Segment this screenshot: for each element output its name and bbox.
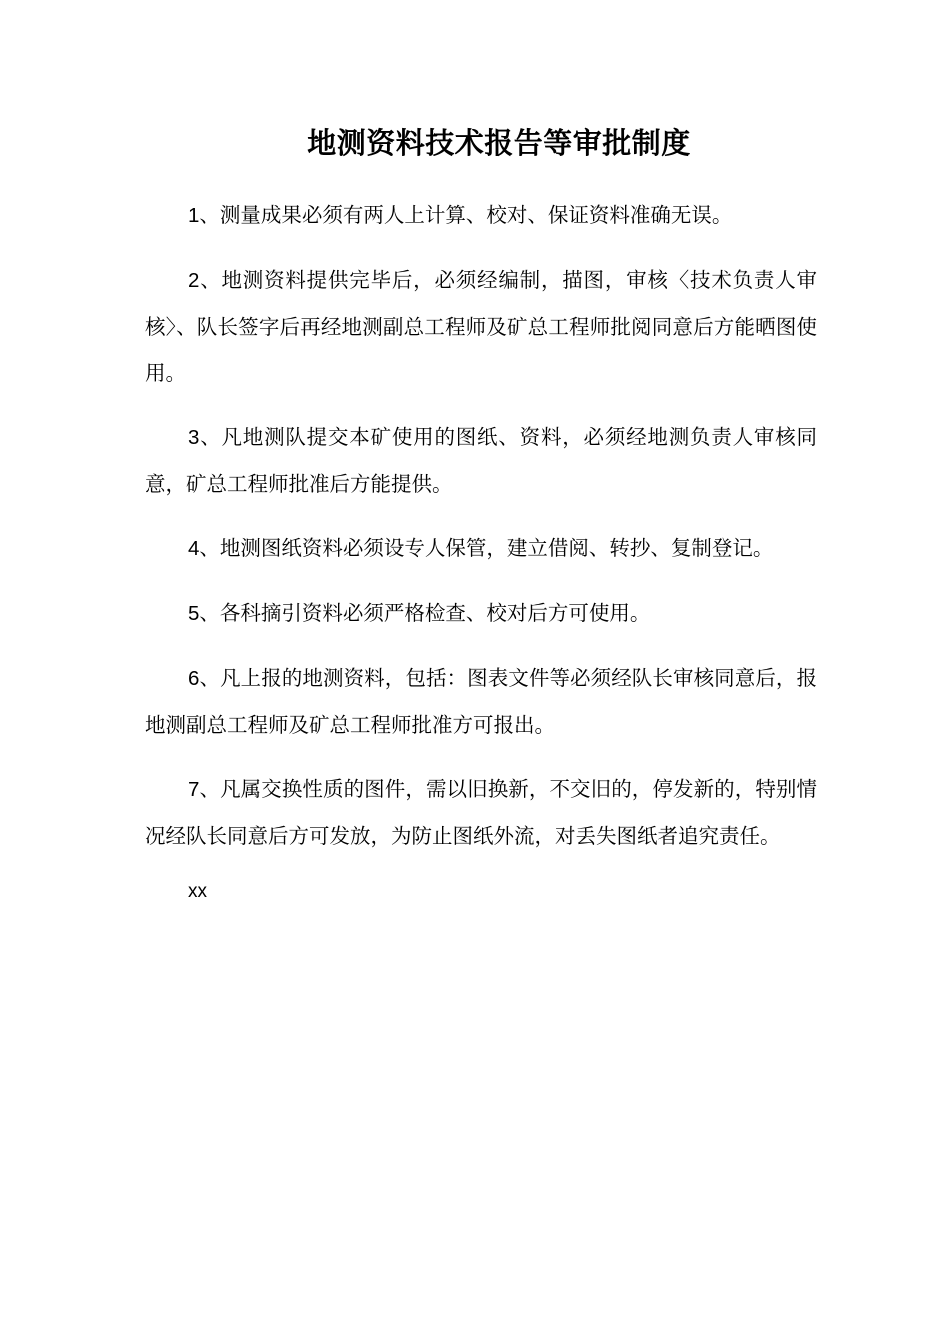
clause-number: 7 [188, 778, 200, 801]
clause-text: 、测量成果必须有两人上计算、校对、保证资料准确无误。 [199, 203, 733, 227]
clause-number: 1 [188, 204, 200, 227]
clause-2 [145, 257, 817, 396]
clause-text: 、地测资料提供完毕后，必须经编制，描图，审核〈技术负责人审核〉、队长签字后再经地测副总工程师及矿总工程师批阅同意后方能晒图使用。 [145, 268, 817, 385]
document-title: 地测资料技术报告等审批制度 [307, 126, 691, 160]
clause-text: 、各科摘引资料必须严格检查、校对后方可使用。 [199, 601, 651, 625]
clause-6 [145, 655, 817, 748]
clause-number: 6 [188, 667, 200, 690]
document-body [145, 112, 817, 907]
clause-1 [145, 192, 817, 239]
clause-number: 5 [188, 602, 200, 625]
clause-5 [145, 590, 817, 637]
clause-text: 、凡上报的地测资料，包括：图表文件等必须经队长审核同意后，报地测副总工程师及矿总工程师批准方可报出。 [145, 666, 817, 737]
clause-text: 、凡属交换性质的图件，需以旧换新，不交旧的，停发新的，特别情况经队长同意后方可发放，为防止图纸外流，对丢失图纸者追究责任。 [145, 777, 817, 848]
clause-3 [145, 414, 817, 507]
clause-number: 4 [188, 537, 200, 560]
clause-4 [145, 525, 817, 572]
signature: xx [188, 881, 207, 902]
clause-number: 2 [188, 269, 200, 292]
clause-text: 、凡地测队提交本矿使用的图纸、资料，必须经地测负责人审核同意，矿总工程师批准后方能提供。 [145, 425, 817, 496]
clause-text: 、地测图纸资料必须设专人保管，建立借阅、转抄、复制登记。 [199, 536, 774, 560]
clause-number: 3 [188, 426, 200, 449]
clause-7 [145, 766, 817, 859]
